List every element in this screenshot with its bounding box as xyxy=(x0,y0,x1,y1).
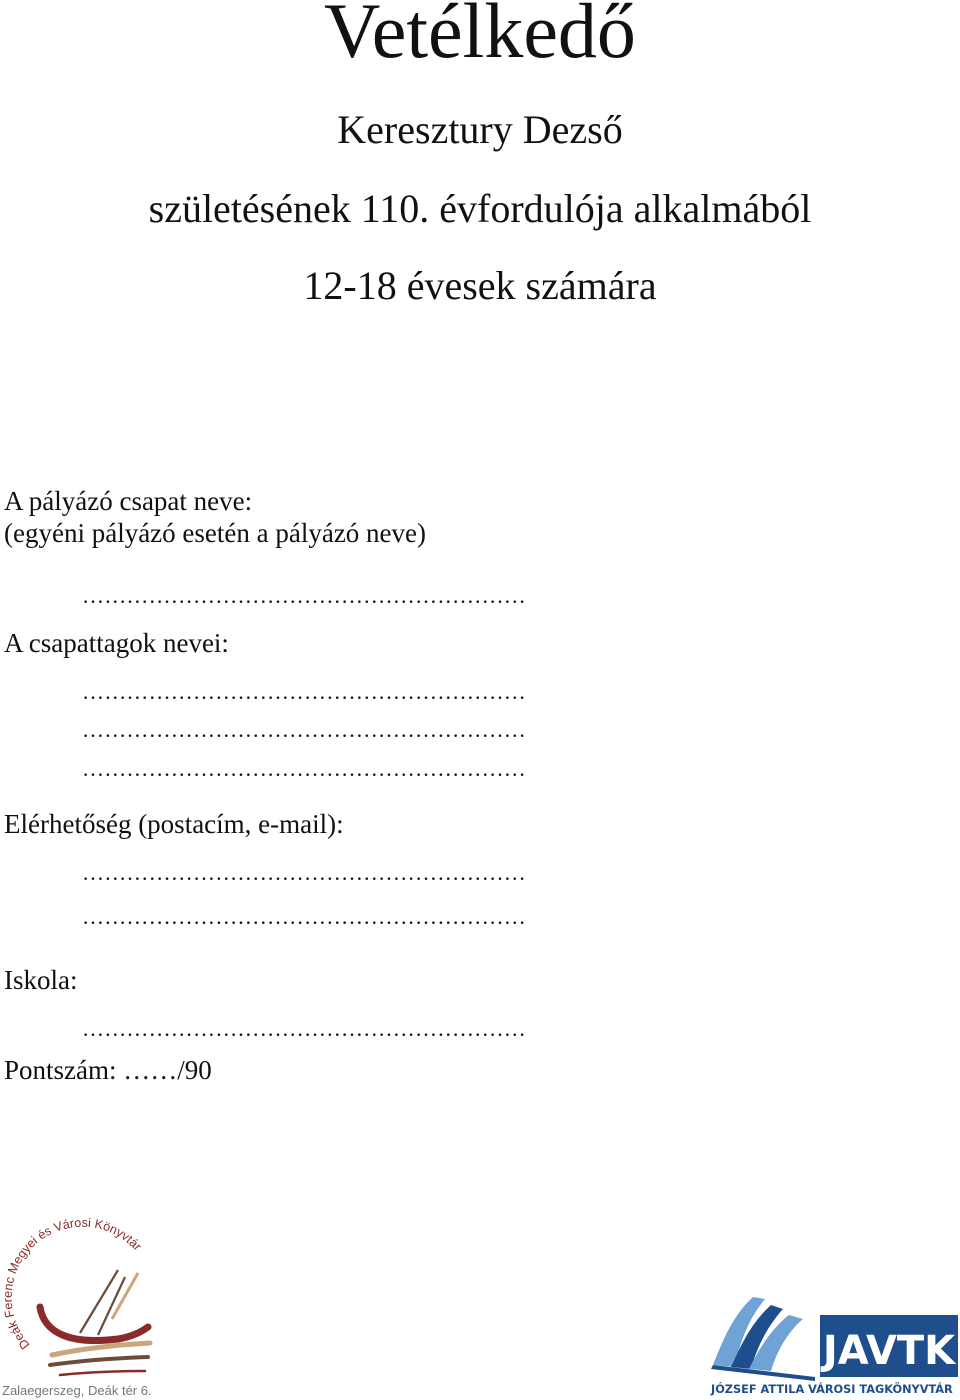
school-label: Iskola: xyxy=(4,965,78,995)
members-label: A csapattagok nevei: xyxy=(4,628,229,658)
school-blank: …………………………………………………… xyxy=(82,1016,526,1041)
subtitle-occasion: születésének 110. évfordulója alkalmából xyxy=(148,186,812,231)
team-name-label: A pályázó csapat neve: xyxy=(4,486,253,516)
swoosh-brown xyxy=(50,1357,148,1365)
logo-left-address: Zalaegerszeg, Deák tér 6. xyxy=(2,1383,152,1398)
subtitle-age-group: 12-18 évesek számára xyxy=(303,263,657,308)
team-name-blank: …………………………………………………… xyxy=(82,583,526,608)
swoosh-tan xyxy=(52,1343,150,1355)
member-blank-3: …………………………………………………… xyxy=(82,756,526,781)
contact-blank-1: …………………………………………………… xyxy=(82,860,526,885)
swoosh-thin xyxy=(60,1371,145,1375)
brand-text: JAVTK xyxy=(822,1328,956,1374)
member-blank-2: …………………………………………………… xyxy=(82,717,526,742)
subtitle-name: Keresztury Dezső xyxy=(337,107,623,152)
library-logo-left xyxy=(0,1215,175,1400)
pen-stroke-1 xyxy=(80,1270,118,1333)
contact-label: Elérhetőség (postacím, e-mail): xyxy=(4,809,344,839)
logo-left-arc-text: Deák Ferenc Megyei és Városi Könyvtár xyxy=(0,1215,145,1353)
team-name-note: (egyéni pályázó esetén a pályázó neve) xyxy=(4,518,427,548)
page-title: Vetélkedő xyxy=(324,0,636,74)
member-blank-1: …………………………………………………… xyxy=(82,679,526,704)
logo-right-caption: JÓZSEF ATTILA VÁROSI TAGKÖNYVTÁR xyxy=(711,1383,953,1396)
swoosh-red xyxy=(40,1307,148,1341)
library-logo-right xyxy=(705,1285,960,1400)
contact-blank-2: …………………………………………………… xyxy=(82,904,526,929)
score-label: Pontszám: ……/90 xyxy=(4,1055,212,1085)
